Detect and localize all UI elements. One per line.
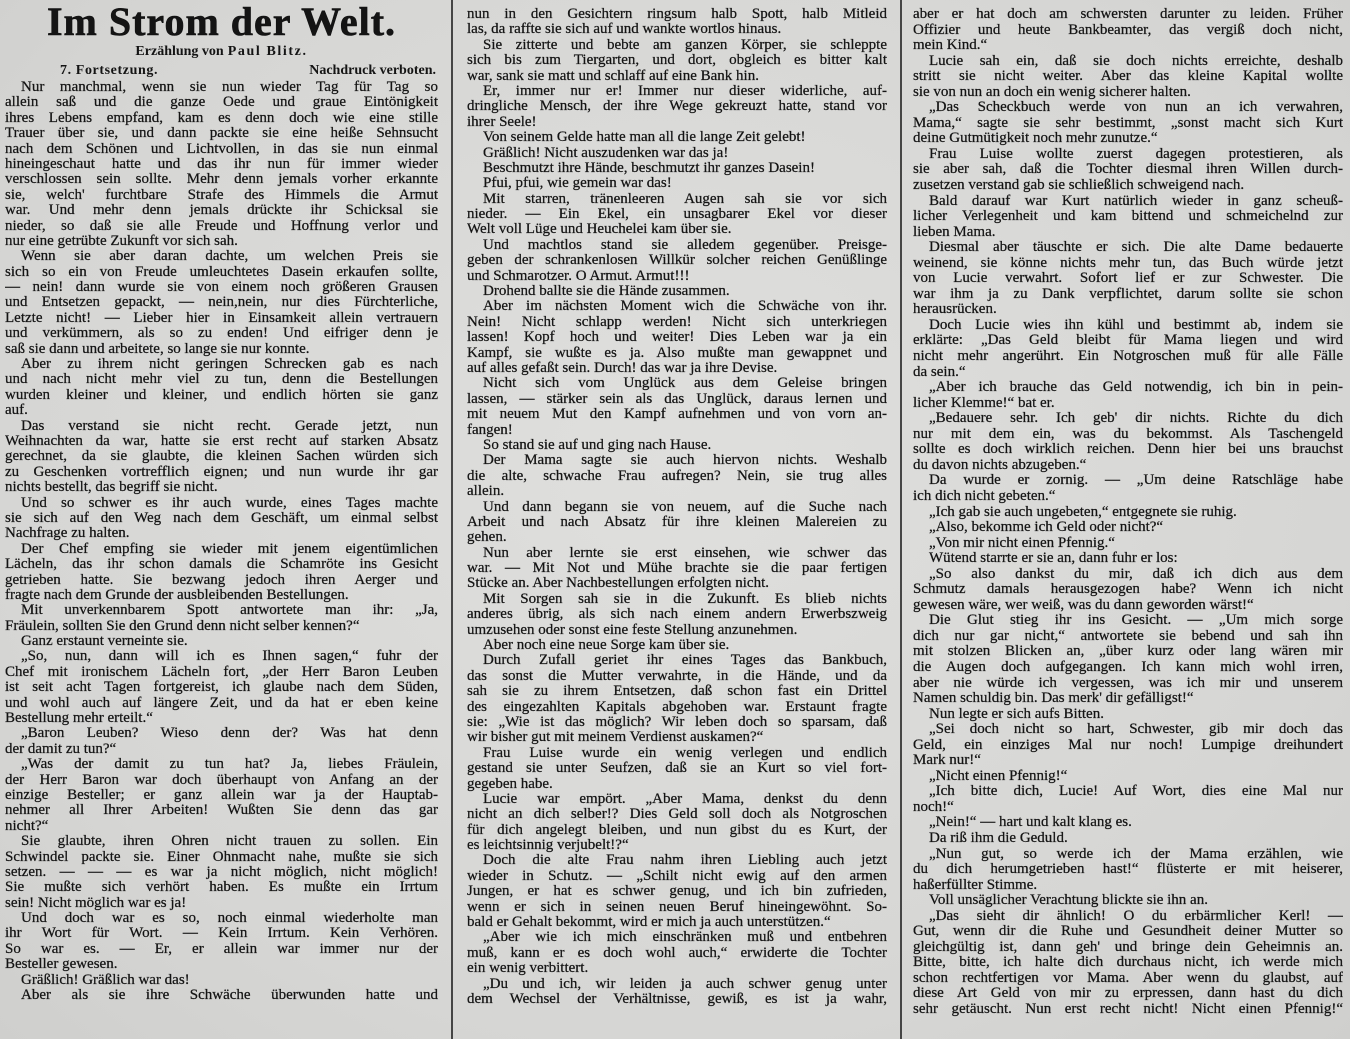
paragraph (913, 505, 1343, 521)
text-line: Wütend starrte er sie an, dann fuhr er los: (929, 551, 1178, 567)
text-line: nach dem Schönen und Lichtvollen, in das sie nun einmal (5, 141, 438, 157)
text-line: wurden kleiner und kleiner, und endlich hörten sie ganz (5, 387, 438, 403)
text-line: mit stolzen Blicken an, „über kurz oder lang wären mir (913, 644, 1343, 660)
paragraph (5, 988, 438, 1003)
paragraph (913, 194, 1343, 241)
text-line: Mama,“ sagte sie sehr bestimmt, „sonst macht sich Kurt (913, 115, 1343, 131)
text-line: geben der schrankenlosen Willkür solcher reichen Genüßlinge (467, 253, 887, 269)
text-line: es leichtsinnig verjubelt!?“ (467, 838, 629, 854)
paragraph (5, 419, 438, 496)
text-line: mein Kind.“ (913, 38, 988, 54)
text-line: sie: „Wie ist das möglich? Wir leben doch so sparsam, daß (467, 714, 887, 730)
paragraph (913, 567, 1343, 614)
paragraph (467, 161, 887, 176)
text-line: nehmer all Ihrer Arbeiten! Wußten Sie denn das gar (5, 803, 438, 819)
paragraph (467, 930, 887, 976)
text-line: Diesmal aber täuschte er sich. Die alte Dame bedauerte (929, 240, 1343, 256)
paragraph (467, 546, 887, 592)
reprint-notice: Nachdruck verboten. (309, 63, 436, 78)
text-line: nieder. — Ein Ekel, ein unsagbarer Ekel vor dieser (467, 207, 887, 223)
text-line: Sie glaubte, ihren Ohren nicht trauen zu sollen. Ein (21, 834, 438, 850)
text-line: Gräßlich! Gräßlich war das! (21, 972, 190, 988)
text-line: saß sie dann und arbeitete, so lange sie nur konnte. (5, 341, 310, 357)
text-line: nur eine getrübte Zukunft vor sich sah. (5, 233, 238, 249)
text-line: Fräulein, sollten Sie den Grund denn nicht selber kennen?“ (5, 618, 360, 634)
text-line: auf alles gefaßt sein. Durch! das war ja ihre Devise. (467, 360, 778, 376)
paragraph (467, 299, 887, 376)
column-1 (5, 0, 438, 1039)
text-line: allein saß und die ganze Oede und graue Eintönigkeit (5, 95, 438, 111)
text-line: verschlossen sein sollte. Mehr denn jemals vorher erkannte (5, 172, 438, 188)
text-line: und Schmarotzer. O Armut. Armut!!! (467, 268, 690, 284)
text-line: anderes übrig, als sich nach einem andern Erwerbszweig (467, 607, 887, 623)
column-rule (900, 0, 902, 1039)
paragraph (913, 411, 1343, 473)
paragraph (913, 831, 1343, 847)
text-line: ihr Wort für Wort. — Kein Irrtum. Kein Verhören. (5, 926, 438, 942)
text-line: nur mit dem ein, was du bekommst. Als Taschengeld (913, 426, 1343, 442)
text-line: licher Verlegenheit und kam bittend und schmeichelnd zur (913, 209, 1343, 225)
text-line: nicht?“ (5, 818, 49, 834)
text-line: allein. (467, 484, 505, 500)
text-line: Mit Sorgen sah sie in die Zukunft. Es blieb nichts (483, 591, 887, 607)
paragraph (5, 249, 438, 357)
text-line: ich dich nicht gebeten.“ (913, 488, 1056, 504)
paragraph (5, 603, 438, 634)
paragraph (5, 726, 438, 757)
text-line: Letzte nicht! — Lieber hier in Einsamkeit allein vertrauern (5, 310, 438, 326)
text-line: mit neuem Mut den Kampf aufnehmen und von vorn an- (467, 407, 887, 423)
text-line: „Nun gut, so werde ich der Mama erzählen, wie (929, 846, 1343, 862)
text-line: „Bedauere sehr. Ich geb' dir nichts. Richte du dich (929, 411, 1343, 427)
text-line: „Von mir nicht einen Pfennig.“ (929, 535, 1115, 551)
text-line: sie sich auf den Weg nach dem Geschäft, um einmal selbst (5, 510, 438, 526)
text-line: — nein! dann wurde sie von einem noch größeren Grausen (5, 280, 438, 296)
text-line: diese Art Geld von mir zu erpressen, dann hast du dich (913, 986, 1343, 1002)
text-line: aber er hat doch am schwersten darunter zu leiden. Früher (913, 7, 1343, 22)
text-line: Arbeit und nach Absatz für ihre kleinen Malereien zu (467, 514, 887, 530)
paragraph (913, 893, 1343, 909)
text-line: Offizier und heute Bankbeamter, das vergiß doch nicht, (913, 22, 1343, 38)
text-line: „Was der damit zu tun hat? Ja, liebes Fräulein, (21, 757, 438, 773)
text-line: „So, nun, dann will ich es Ihnen sagen,“ fuhr der (21, 649, 438, 665)
text-line: Der Mama sagte sie auch hiervon nichts. Weshalb (483, 453, 887, 469)
text-line: Mark nur!“ (913, 753, 981, 769)
paragraph (467, 84, 887, 130)
text-line: „Das Scheckbuch werde von nun an ich verwahren, (929, 100, 1343, 116)
paragraph (467, 376, 887, 438)
text-line: Drohend ballte sie die Hände zusammen. (483, 284, 730, 300)
text-line: du dich herumgetrieben hast!“ flüsterte er mit heiserer, (913, 862, 1343, 878)
text-line: war ihm ja zu Dank verpflichtet, darum sollte sie schon (913, 286, 1343, 302)
text-line: nicht mehr angerührt. Ein Notgroschen muß für alle Fälle (913, 349, 1343, 365)
text-line: nun in den Gesichtern ringsum halb Spott, halb Mitleid (467, 7, 887, 22)
text-line: sein! Nicht möglich war es ja! (5, 895, 187, 911)
text-line: Von seinem Gelde hatte man all die lange Zeit gelebt! (483, 130, 806, 146)
text-line: Nein! Nicht schlapp werden! Nicht sich unterkriegen (467, 314, 887, 330)
paragraph (913, 7, 1343, 54)
text-line: haßerfüllter Stimme. (913, 877, 1038, 893)
text-line: Und so schwer es ihr auch wurde, eines Tages machte (21, 495, 438, 511)
text-line: deine Gutmütigkeit noch mehr zunutze.“ (913, 131, 1158, 147)
text-line: sie aber sah, daß die Tochter diesmal ihren Willen durch- (913, 162, 1343, 178)
text-line: Wenn sie aber daran dachte, um welchen Preis sie (21, 249, 438, 265)
text-line: Lucie war empört. „Aber Mama, denkst du denn (483, 791, 887, 807)
article-header (5, 0, 438, 80)
paragraph (5, 973, 438, 988)
text-line: „Nein!“ — hart und kalt klang es. (929, 815, 1132, 831)
paragraph (467, 192, 887, 238)
text-line: fangen! (467, 422, 513, 438)
text-line: ist seit acht Tagen fortgereist, ich glaube nach dem Süden, (5, 680, 438, 696)
paragraph (467, 853, 887, 930)
text-line: Ganz erstaunt verneinte sie. (21, 634, 188, 650)
column-2 (467, 0, 887, 1039)
paragraph (467, 592, 887, 638)
text-line: ihrer Seele! (467, 114, 537, 130)
text-line: lieben Mama. (913, 224, 996, 240)
text-line: Aber als sie ihre Schwäche überwunden hatte und (21, 988, 438, 1004)
text-line: Doch die alte Frau nahm ihren Liebling auch jetzt (483, 853, 887, 869)
paragraph (913, 551, 1343, 567)
text-line: Lächeln, das ihr schon damals die Schamröte ins Gesicht (5, 557, 438, 573)
paragraph (5, 80, 438, 249)
text-line: erklärte: „Das Geld bleibt für Mama liegen und wird (913, 333, 1343, 349)
paragraph (467, 438, 887, 453)
paragraph (5, 357, 438, 419)
text-line: „Du und ich, wir leiden ja auch schwer genug unter (483, 976, 887, 992)
text-line: ein wenig verbittert. (467, 961, 589, 977)
paragraph (913, 318, 1343, 380)
text-line: Nun legte er sich aufs Bitten. (929, 706, 1104, 722)
text-line: Namen schuldig bin. Das merk' dir gefälligst!“ (913, 691, 1194, 707)
text-line: gleichgültig ist, dann geh' und bringe dein Geheimnis an. (913, 939, 1343, 955)
text-line: gegeben habe. (467, 776, 553, 792)
paragraph (913, 815, 1343, 831)
text-line: aber nie würde ich vergessen, was ich mir und unserem (913, 675, 1343, 691)
text-line: las, da raffte sie sich auf und wankte wortlos hinaus. (467, 22, 782, 38)
text-line: du davon nichts abzugeben.“ (913, 457, 1087, 473)
text-line: Doch Lucie wies ihn kühl und bestimmt ab, indem sie (929, 317, 1343, 333)
text-line: Da riß ihm die Geduld. (929, 830, 1068, 846)
text-line: Aber noch eine neue Sorge kam über sie. (483, 638, 730, 654)
text-line: Die Glut stieg ihr ins Gesicht. — „Um mich sorge (929, 613, 1343, 629)
text-line: „So also dankst du mir, daß ich dich aus dem (929, 566, 1343, 582)
paragraph (467, 130, 887, 145)
text-line: auf. (5, 403, 28, 419)
paragraph (5, 911, 438, 973)
text-line: schon rechtfertigen vor Mama. Aber wenn du glaubst, auf (913, 970, 1343, 986)
paragraph (913, 520, 1343, 536)
text-line: Chef mit ironischem Lächeln fort, „der Herr Baron Leuben (5, 664, 438, 680)
text-line: Geld, ein einziges Mal nur noch! Lumpige dreihundert (913, 737, 1343, 753)
text-line: sollte es doch wirklich reichen. Denn hier bei uns brauchst (913, 442, 1343, 458)
paragraph (913, 473, 1343, 504)
text-line: lassen! Kopf hoch und weiter! Dies Leben war ja ein (467, 330, 887, 346)
text-line: Frau Luise wurde ein wenig verlegen und endlich (483, 745, 887, 761)
text-line: Er, immer nur er! Immer nur dieser widerliche, auf- (483, 83, 887, 99)
text-line: So stand sie auf und ging nach Hause. (483, 437, 712, 453)
text-line: „Sei doch nicht so hart, Schwester, gib mir doch das (929, 722, 1343, 738)
text-line: Bald darauf war Kurt natürlich wieder in ganz scheuß- (929, 193, 1343, 209)
text-line: Voll unsäglicher Verachtung blickte sie ihn an. (929, 893, 1208, 909)
text-line: sah sie zu ihrem Entsetzen, daß schon fast ein Drittel (467, 684, 887, 700)
column-rule (451, 0, 453, 1039)
text-line: einzige Besteller; er ganz allein war ja der Hauptab- (5, 787, 438, 803)
paragraph (5, 634, 438, 649)
text-line: gerechnet, da sie glaubte, die kleinen Sachen würden sich (5, 449, 438, 465)
paragraph (913, 54, 1343, 101)
paragraph (913, 909, 1343, 1018)
text-line: „Aber wie ich mich einschränken muß und entbehren (483, 930, 887, 946)
text-line: Durch Zufall geriet ihr eines Tages das Bankbuch, (483, 653, 887, 669)
paragraph (5, 834, 438, 911)
paragraph (467, 653, 887, 745)
text-line: Bestellung mehr erteilt.“ (5, 711, 153, 727)
text-line: umzusehen oder sonst eine feste Stellung anzunehmen. (467, 622, 798, 638)
text-line: Besteller gewesen. (5, 957, 118, 973)
text-line: und wohl auch auf längere Zeit, und da hat er eben keine (5, 695, 438, 711)
text-line: bald er Gehalt bekommt, wird er mich ja auch unterstützen.“ (467, 915, 831, 931)
text-line: nieder, so daß sie alle Freude und Hoffnung verlor und (5, 218, 438, 234)
text-line: Frau Luise wollte zuerst dagegen protestieren, als (929, 146, 1343, 162)
text-line: „Aber ich brauche das Geld notwendig, ich bin in pein- (929, 380, 1343, 396)
text-line: fragte nach dem Grunde der ausbleibenden Bestellungen. (5, 587, 349, 603)
text-line: sich so ein von Freude umleuchtetes Dasein erkaufen sollte, (5, 264, 438, 280)
text-line: So war es. — Er, er allein war immer nur der (5, 941, 438, 957)
text-line: Das verstand sie nicht recht. Gerade jetzt, nun (21, 418, 438, 434)
paragraph (467, 453, 887, 499)
paragraph (467, 146, 887, 161)
author-name: Paul Blitz. (227, 44, 308, 59)
column-text (5, 80, 438, 1003)
text-line: Gut, wenn dir die Ruhe und Gesundheit deiner Mutter so (913, 924, 1343, 940)
text-line: Und dann begann sie von neuem, auf die Suche nach (483, 499, 887, 515)
text-line: war, sank sie matt und schlaff auf eine Bank hin. (467, 68, 759, 84)
paragraph (467, 238, 887, 284)
paragraph (913, 536, 1343, 552)
text-line: hineingeschaut hatte und das ihr nun für immer wieder (5, 156, 438, 172)
column-text (467, 7, 887, 1007)
byline-prefix: Erzählung von (135, 44, 224, 59)
paragraph (467, 284, 887, 299)
text-line: sie von nun an doch ein wenig sicherer halten. (913, 84, 1191, 100)
paragraph (5, 496, 438, 542)
paragraph (913, 847, 1343, 894)
text-line: und verkümmern, als so zu enden! Und eifriger denn je (5, 326, 438, 342)
byline (5, 44, 438, 60)
text-line: war. Und mehr denn jemals drückte ihr Schicksal sie (5, 203, 438, 219)
text-line: Nachfrage zu halten. (5, 526, 130, 542)
text-line: Schmutz damals herausgezogen habe? Wenn ich nicht (913, 582, 1343, 598)
text-line: Welt voll Lüge und Heuchelei kam über sie. (467, 222, 732, 238)
column-text (913, 7, 1343, 1018)
text-line: Stücke an. Aber Nachbestellungen erfolgten nicht. (467, 576, 769, 592)
text-line: muß, kann er es doch wohl auch,“ erwiderte die Tochter (467, 945, 887, 961)
text-line: Aber im nächsten Moment wich die Schwäche von ihr. (483, 299, 887, 315)
text-line: setzen. — — — es war ja nicht möglich, nicht möglich! (5, 864, 438, 880)
text-line: „Also, bekomme ich Geld oder nicht?“ (929, 520, 1164, 536)
text-line: für dich angelegt bleiben, und nun gibst du es Kurt, der (467, 822, 887, 838)
installment-label: 7. Fortsetzung. (60, 63, 159, 78)
text-line: war. — Mit Not und Mühe brachte sie die paar fertigen (467, 561, 887, 577)
text-line: des eingezahlten Kapitals abgehoben war. Erstaunt fragte (467, 699, 887, 715)
paragraph (467, 7, 887, 38)
text-line: wenn er sich in seinen neuen Beruf hineingewöhnt. So- (467, 899, 887, 915)
paragraph (913, 380, 1343, 411)
text-line: „Nicht einen Pfennig!“ (929, 768, 1068, 784)
text-line: licher Klemme!“ bat er. (913, 395, 1055, 411)
paragraph (913, 240, 1343, 318)
text-line: das sonst die Mutter verwahrte, in die Hände, und da (467, 668, 887, 684)
text-line: nicht an dich selber!? Dies Geld soll doch als Notgroschen (467, 807, 887, 823)
text-line: dem Wechsel der Verhältnisse, gewiß, es ist ja wahr, (467, 992, 887, 1007)
text-line: dich nur gar nicht,“ antwortete sie bebend und sah ihn (913, 628, 1343, 644)
paragraph (913, 769, 1343, 785)
text-line: Aber zu ihrem nicht geringen Schrecken gab es nach (21, 357, 438, 373)
text-line: Beschmutzt ihre Hände, beschmutzt ihr ganzes Dasein! (483, 160, 815, 176)
paragraph (467, 38, 887, 84)
paragraph (467, 746, 887, 792)
text-line: „Baron Leuben? Wieso denn der? Was hat denn (21, 726, 438, 742)
text-line: Kampf, sie wußte es ja. Also mußte man gewappnet und (467, 345, 887, 361)
text-line: und nach nicht mehr viel zu tun, denn die Bestellungen (5, 372, 438, 388)
text-line: gestand sie unter Seufzen, daß sie an Kurt so viel fort- (467, 761, 887, 777)
article-title: Im Strom der Welt. (46, 0, 397, 44)
paragraph (5, 757, 438, 834)
text-line: wieder in Schutz. — „Schilt nicht ewig auf den armen (467, 868, 887, 884)
text-line: und Entsetzen gepackt, — nein,nein, nur dies Fürchterliche, (5, 295, 438, 311)
text-line: Pfui, pfui, wie gemein war das! (483, 176, 672, 192)
installment-row (5, 63, 438, 79)
paragraph (467, 638, 887, 653)
text-line: zusetzen verstand gab sie schließlich schweigend nach. (913, 178, 1245, 194)
text-line: Mit starren, tränenleeren Augen sah sie vor sich (483, 191, 887, 207)
text-line: Jungen, er hat es schwer genug, und ich bin zufrieden, (467, 884, 887, 900)
text-line: stritt sie nicht weiter. Aber das kleine Kapital wollte (913, 69, 1343, 85)
text-line: Sie mußte sich verhört haben. Es mußte ein Irrtum (5, 880, 438, 896)
text-line: da sein.“ (913, 364, 966, 380)
text-line: „Ich gab sie auch ungebeten,“ entgegnete sie ruhig. (929, 504, 1237, 520)
text-line: von Lucie verwahrt. Sofort lief er zur Schwester. Die (913, 271, 1343, 287)
text-line: sie, welch' furchtbare Strafe des Himmels die Armut (5, 187, 438, 203)
paragraph (467, 176, 887, 191)
text-line: Nun aber lernte sie erst einsehen, wie schwer das (483, 545, 887, 561)
text-line: Da wurde er zornig. — „Um deine Ratschläge habe (929, 473, 1343, 489)
text-line: sich bis zum Tiergarten, und dort, obgleich es bitter kalt (467, 53, 887, 69)
paragraph (913, 100, 1343, 147)
paragraph (467, 792, 887, 854)
paragraph (913, 722, 1343, 769)
paragraph (913, 613, 1343, 706)
text-line: Gräßlich! Nicht auszudenken war das ja! (483, 145, 729, 161)
text-line: Schwindel packte sie. Einer Ohnmacht nahe, mußte sie sich (5, 849, 438, 865)
text-line: nichts bestellt, das begriff sie nicht. (5, 480, 218, 496)
text-line: Und doch war es so, noch einmal wiederholte man (21, 911, 438, 927)
text-line: sehr getäuscht. Nun erst recht nicht! Nicht einen Pfennig!“ (913, 1002, 1343, 1017)
text-line: „Das sieht dir ähnlich! O du erbärmlicher Kerl! — (929, 908, 1343, 924)
text-line: Weihnachten da war, hatte sie erst recht auf starken Absatz (5, 433, 438, 449)
text-line: die Augen doch aufgegangen. Ich kann mich wohl irren, (913, 659, 1343, 675)
paragraph (913, 784, 1343, 815)
text-line: Nur manchmal, wenn sie nun wieder Tag für Tag so (21, 80, 438, 95)
text-line: ihres Lebens empfand, kam es denn doch wie eine stille (5, 110, 438, 126)
text-line: „Ich bitte dich, Lucie! Auf Wort, dies eine Mal nur (929, 784, 1343, 800)
text-line: Lucie sah ein, daß sie doch nichts erreichte, deshalb (929, 53, 1343, 69)
text-line: die alte, schwache Frau aufregen? Nein, sie trug alles (467, 468, 887, 484)
paragraph (467, 977, 887, 1008)
text-line: weinend, sie könne nichts mehr tun, das Buch würde jetzt (913, 255, 1343, 271)
text-line: Nicht sich vom Unglück aus dem Geleise bringen (483, 376, 887, 392)
text-line: gehen. (467, 530, 507, 546)
text-line: Mit unverkennbarem Spott antwortete man ihr: „Ja, (21, 603, 438, 619)
text-line: zu Geschenken vortrefflich eignen; und nun wurde ihr gar (5, 464, 438, 480)
text-line: Der Chef empfing sie wieder mit jenem eigentümlichen (21, 541, 438, 557)
text-line: getrieben hatte. Sie bezwang jedoch ihren Aerger und (5, 572, 438, 588)
paragraph (913, 707, 1343, 723)
text-line: herausrücken. (913, 302, 997, 318)
text-line: Sie zitterte und bebte am ganzen Körper, sie schleppte (483, 37, 887, 53)
column-3 (913, 0, 1343, 1039)
paragraph (5, 542, 438, 604)
text-line: gewesen wäre, wer weiß, was du dann geworden wärst!“ (913, 597, 1254, 613)
paragraph (913, 147, 1343, 194)
text-line: dringliche Mensch, der ihre Wege gekreuzt hatte, stand vor (467, 99, 887, 115)
text-line: lassen, — stärker sein als das Unglück, daraus lernen und (467, 391, 887, 407)
text-line: wir bisher gut mit meinem Verdienst auskamen?“ (467, 730, 764, 746)
paragraph (5, 649, 438, 726)
text-line: der damit zu tun?“ (5, 741, 117, 757)
text-line: der Herr Baron war doch überhaupt von Anfang an der (5, 772, 438, 788)
paragraph (467, 500, 887, 546)
text-line: Und machtlos stand sie alledem gegenüber. Preisge- (483, 237, 887, 253)
text-line: noch!“ (913, 799, 954, 815)
text-line: Bitte, bitte, ich halte dich durchaus nicht, ich werde mich (913, 955, 1343, 971)
text-line: Trauer über sie, und dann packte sie eine heiße Sehnsucht (5, 126, 438, 142)
